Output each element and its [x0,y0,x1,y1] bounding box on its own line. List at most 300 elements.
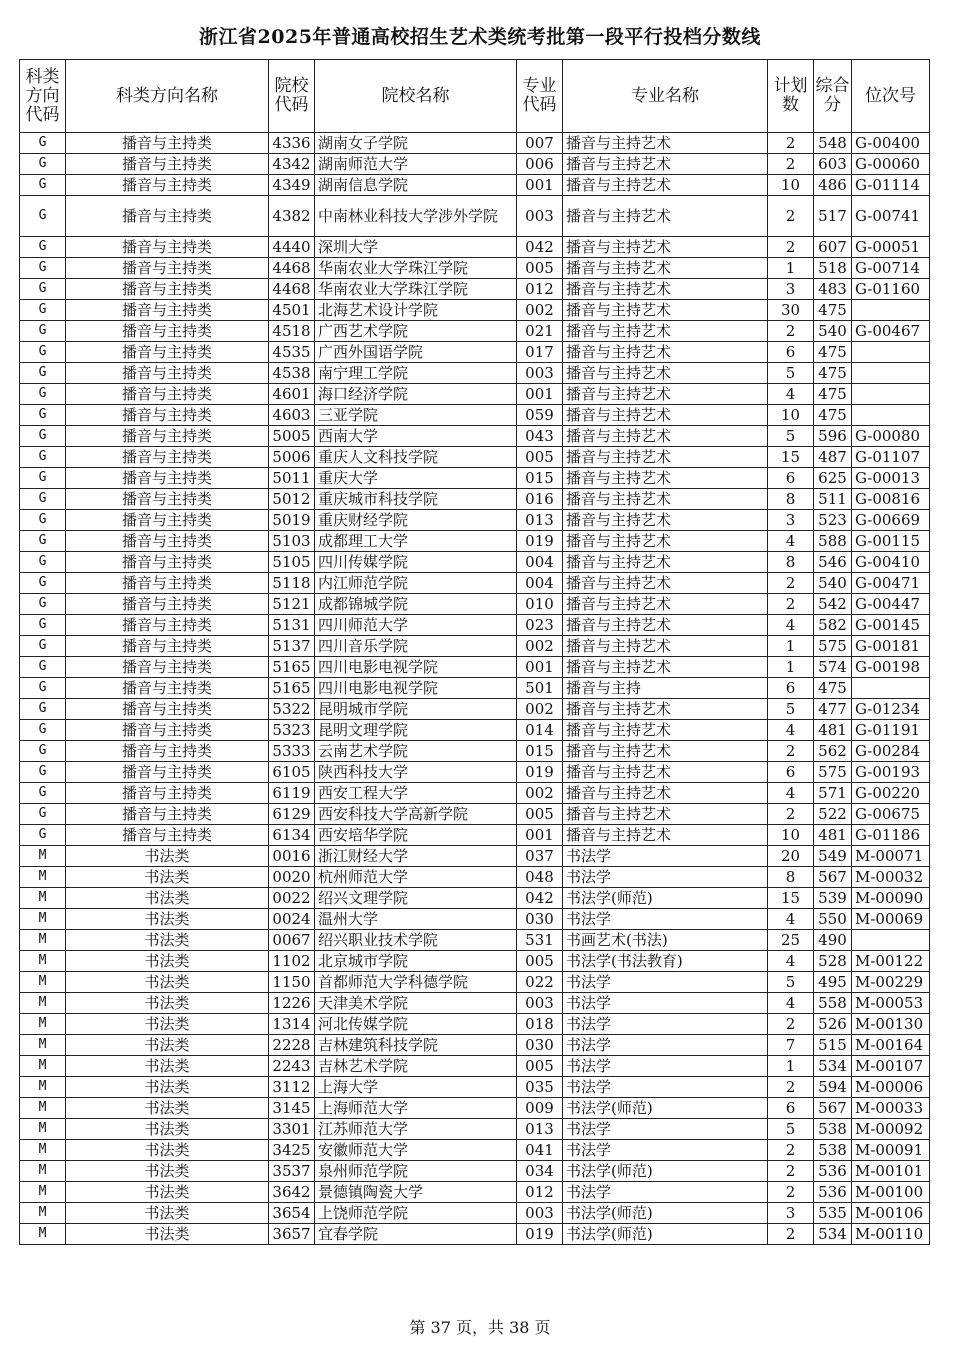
cell-major-name: 书法学 [563,1077,768,1098]
cell-major-code: 043 [517,426,563,447]
cell-score: 575 [814,636,852,657]
cell-major-code: 030 [517,909,563,930]
cell-rank: G-00471 [852,573,930,594]
cell-school-name: 北海艺术设计学院 [315,300,517,321]
cell-score: 540 [814,573,852,594]
cell-score: 490 [814,930,852,951]
cell-score: 538 [814,1119,852,1140]
header-score: 综合分 [814,60,852,133]
cell-school-code: 3654 [269,1203,315,1224]
cell-score: 528 [814,951,852,972]
cell-score: 575 [814,762,852,783]
cell-major-name: 播音与主持艺术 [563,510,768,531]
cell-cat-code: G [20,468,66,489]
cell-rank: M-00130 [852,1014,930,1035]
cell-major-name: 书法学 [563,867,768,888]
cell-cat-name: 书法类 [66,930,269,951]
cell-school-name: 首都师范大学科德学院 [315,972,517,993]
cell-cat-code: M [20,1035,66,1056]
table-row [20,300,930,321]
header-rank: 位次号 [852,60,930,133]
cell-major-code: 005 [517,951,563,972]
cell-cat-code: M [20,993,66,1014]
cell-major-name: 播音与主持艺术 [563,741,768,762]
cell-cat-name: 书法类 [66,1119,269,1140]
cell-major-code: 034 [517,1161,563,1182]
cell-plan: 2 [768,804,814,825]
cell-cat-name: 播音与主持类 [66,342,269,363]
cell-school-code: 2228 [269,1035,315,1056]
cell-school-code: 4538 [269,363,315,384]
cell-school-code: 6105 [269,762,315,783]
cell-school-name: 华南农业大学珠江学院 [315,279,517,300]
table-row [20,594,930,615]
cell-cat-code: M [20,888,66,909]
cell-major-code: 048 [517,867,563,888]
cell-school-code: 5103 [269,531,315,552]
cell-school-code: 4535 [269,342,315,363]
cell-rank: M-00106 [852,1203,930,1224]
cell-cat-name: 书法类 [66,1224,269,1245]
cell-cat-name: 播音与主持类 [66,678,269,699]
cell-school-name: 深圳大学 [315,237,517,258]
cell-score: 536 [814,1161,852,1182]
cell-major-name: 书法学 [563,1182,768,1203]
cell-school-code: 4349 [269,175,315,196]
cell-rank: M-00006 [852,1077,930,1098]
cell-school-code: 5019 [269,510,315,531]
cell-score: 475 [814,342,852,363]
cell-cat-code: M [20,1014,66,1035]
cell-plan: 20 [768,846,814,867]
cell-cat-code: M [20,1161,66,1182]
cell-school-code: 6134 [269,825,315,846]
cell-major-name: 书法学 [563,1119,768,1140]
page-title: 浙江省2025年普通高校招生艺术类统考批第一段平行投档分数线 [199,26,761,48]
cell-school-code: 4468 [269,279,315,300]
cell-score: 486 [814,175,852,196]
cell-major-name: 播音与主持艺术 [563,573,768,594]
cell-cat-code: G [20,363,66,384]
cell-school-code: 1150 [269,972,315,993]
cell-major-name: 书法学 [563,1056,768,1077]
table-row [20,867,930,888]
table-row [20,468,930,489]
cell-plan: 6 [768,678,814,699]
table-row [20,762,930,783]
cell-score: 546 [814,552,852,573]
table-row [20,678,930,699]
cell-rank: G-00193 [852,762,930,783]
cell-score: 574 [814,657,852,678]
cell-major-name: 播音与主持艺术 [563,175,768,196]
cell-major-code: 002 [517,783,563,804]
cell-rank: G-00447 [852,594,930,615]
cell-plan: 3 [768,1203,814,1224]
cell-plan: 6 [768,342,814,363]
cell-rank: G-00669 [852,510,930,531]
cell-score: 567 [814,1098,852,1119]
cell-plan: 2 [768,1224,814,1245]
cell-school-code: 5105 [269,552,315,573]
cell-rank: M-00091 [852,1140,930,1161]
cell-cat-name: 书法类 [66,1077,269,1098]
cell-school-code: 5118 [269,573,315,594]
cell-rank: G-01114 [852,175,930,196]
cell-school-name: 重庆人文科技学院 [315,447,517,468]
cell-cat-name: 播音与主持类 [66,636,269,657]
cell-major-name: 播音与主持艺术 [563,594,768,615]
cell-cat-code: G [20,384,66,405]
cell-school-code: 1314 [269,1014,315,1035]
cell-major-name: 播音与主持艺术 [563,762,768,783]
cell-score: 475 [814,300,852,321]
cell-cat-code: G [20,342,66,363]
cell-plan: 2 [768,321,814,342]
cell-major-code: 001 [517,384,563,405]
cell-major-name: 书法学(书法教育) [563,951,768,972]
cell-score: 540 [814,321,852,342]
cell-plan: 6 [768,762,814,783]
cell-major-name: 播音与主持艺术 [563,405,768,426]
cell-major-name: 书法学(师范) [563,1161,768,1182]
cell-major-code: 005 [517,804,563,825]
cell-cat-code: G [20,573,66,594]
table-body [20,133,930,1245]
cell-rank: G-00198 [852,657,930,678]
cell-score: 625 [814,468,852,489]
table-row [20,1203,930,1224]
cell-school-name: 重庆财经学院 [315,510,517,531]
table-row [20,175,930,196]
cell-plan: 15 [768,447,814,468]
cell-major-code: 042 [517,888,563,909]
cell-cat-name: 播音与主持类 [66,426,269,447]
cell-major-code: 005 [517,258,563,279]
cell-rank: G-00410 [852,552,930,573]
cell-plan: 1 [768,657,814,678]
table-row [20,1224,930,1245]
cell-cat-name: 播音与主持类 [66,279,269,300]
table-row [20,1161,930,1182]
cell-major-code: 003 [517,363,563,384]
cell-school-name: 天津美术学院 [315,993,517,1014]
cell-major-name: 播音与主持艺术 [563,384,768,405]
cell-school-code: 5131 [269,615,315,636]
cell-major-code: 015 [517,741,563,762]
header-plan: 计划数 [768,60,814,133]
cell-school-name: 内江师范学院 [315,573,517,594]
cell-cat-code: G [20,636,66,657]
cell-school-code: 5011 [269,468,315,489]
cell-major-code: 009 [517,1098,563,1119]
table-row [20,972,930,993]
cell-plan: 5 [768,1119,814,1140]
cell-plan: 4 [768,531,814,552]
cell-school-name: 上海大学 [315,1077,517,1098]
cell-cat-code: G [20,657,66,678]
cell-cat-code: G [20,762,66,783]
cell-cat-code: M [20,1056,66,1077]
cell-school-code: 4342 [269,154,315,175]
cell-cat-name: 书法类 [66,1098,269,1119]
cell-school-code: 0024 [269,909,315,930]
cell-plan: 10 [768,405,814,426]
cell-cat-code: G [20,699,66,720]
cell-plan: 8 [768,489,814,510]
cell-major-code: 022 [517,972,563,993]
cell-school-name: 陕西科技大学 [315,762,517,783]
cell-school-name: 成都理工大学 [315,531,517,552]
cell-score: 582 [814,615,852,636]
cell-major-name: 播音与主持艺术 [563,825,768,846]
cell-major-code: 005 [517,1056,563,1077]
cell-school-name: 四川音乐学院 [315,636,517,657]
cell-rank: G-00741 [852,196,930,237]
page-footer: 第 37 页，共 38 页 [409,1318,551,1337]
table-row [20,133,930,154]
cell-score: 596 [814,426,852,447]
cell-major-code: 005 [517,447,563,468]
cell-major-code: 006 [517,154,563,175]
cell-major-code: 002 [517,300,563,321]
cell-major-name: 播音与主持艺术 [563,489,768,510]
table-row [20,1077,930,1098]
cell-major-code: 017 [517,342,563,363]
cell-cat-code: M [20,909,66,930]
cell-cat-code: G [20,741,66,762]
cell-major-name: 书法学 [563,1014,768,1035]
cell-school-name: 上饶师范学院 [315,1203,517,1224]
cell-score: 536 [814,1182,852,1203]
cell-cat-name: 播音与主持类 [66,510,269,531]
cell-major-code: 012 [517,1182,563,1203]
cell-school-name: 海口经济学院 [315,384,517,405]
cell-score: 511 [814,489,852,510]
cell-cat-code: G [20,825,66,846]
cell-major-code: 041 [517,1140,563,1161]
cell-major-name: 播音与主持艺术 [563,363,768,384]
cell-school-code: 1102 [269,951,315,972]
table-header-row [20,60,930,133]
cell-rank: G-00181 [852,636,930,657]
cell-rank: G-00816 [852,489,930,510]
cell-major-name: 播音与主持艺术 [563,342,768,363]
table-row [20,699,930,720]
table-row [20,1098,930,1119]
cell-plan: 10 [768,825,814,846]
cell-cat-name: 书法类 [66,846,269,867]
table-row [20,531,930,552]
cell-score: 534 [814,1056,852,1077]
cell-school-name: 南宁理工学院 [315,363,517,384]
cell-school-code: 5006 [269,447,315,468]
table-row [20,825,930,846]
cell-school-code: 3537 [269,1161,315,1182]
cell-score: 567 [814,867,852,888]
cell-major-code: 018 [517,1014,563,1035]
cell-major-code: 012 [517,279,563,300]
cell-cat-name: 播音与主持类 [66,825,269,846]
cell-major-name: 播音与主持艺术 [563,615,768,636]
cell-plan: 1 [768,258,814,279]
cell-school-code: 3425 [269,1140,315,1161]
cell-plan: 1 [768,636,814,657]
cell-major-code: 002 [517,636,563,657]
cell-major-code: 042 [517,237,563,258]
cell-cat-code: G [20,258,66,279]
cell-major-name: 播音与主持艺术 [563,531,768,552]
cell-rank: M-00122 [852,951,930,972]
cell-major-name: 播音与主持艺术 [563,196,768,237]
cell-major-name: 播音与主持艺术 [563,468,768,489]
cell-major-name: 播音与主持艺术 [563,154,768,175]
cell-plan: 2 [768,573,814,594]
cell-cat-name: 书法类 [66,888,269,909]
table-row [20,636,930,657]
cell-score: 483 [814,279,852,300]
cell-rank [852,300,930,321]
cell-score: 571 [814,783,852,804]
cell-major-code: 037 [517,846,563,867]
cell-rank: G-00060 [852,154,930,175]
cell-school-name: 温州大学 [315,909,517,930]
cell-major-code: 035 [517,1077,563,1098]
cell-cat-name: 播音与主持类 [66,720,269,741]
cell-major-code: 016 [517,489,563,510]
cell-score: 518 [814,258,852,279]
table-row [20,720,930,741]
cell-score: 539 [814,888,852,909]
cell-rank: G-01107 [852,447,930,468]
cell-score: 523 [814,510,852,531]
header-school-code: 院校代码 [269,60,315,133]
cell-major-code: 001 [517,657,563,678]
cell-school-code: 4601 [269,384,315,405]
table-row [20,1182,930,1203]
cell-major-name: 书法学 [563,1140,768,1161]
table-row [20,447,930,468]
cell-school-name: 西安工程大学 [315,783,517,804]
cell-score: 481 [814,825,852,846]
cell-cat-code: G [20,405,66,426]
cell-plan: 15 [768,888,814,909]
cell-major-code: 021 [517,321,563,342]
cell-school-code: 4603 [269,405,315,426]
cell-plan: 10 [768,175,814,196]
cell-major-name: 书法学(师范) [563,1098,768,1119]
cell-major-code: 003 [517,196,563,237]
cell-rank: G-00145 [852,615,930,636]
cell-cat-name: 播音与主持类 [66,405,269,426]
cell-major-code: 531 [517,930,563,951]
cell-major-name: 播音与主持 [563,678,768,699]
cell-plan: 4 [768,615,814,636]
cell-major-code: 019 [517,762,563,783]
cell-school-code: 3145 [269,1098,315,1119]
cell-major-name: 播音与主持艺术 [563,321,768,342]
cell-major-name: 书法学 [563,1035,768,1056]
table-row [20,1056,930,1077]
cell-cat-code: G [20,594,66,615]
cell-rank: G-00051 [852,237,930,258]
cell-rank: G-00714 [852,258,930,279]
cell-major-name: 书法学(师范) [563,1224,768,1245]
cell-plan: 5 [768,699,814,720]
cell-plan: 4 [768,993,814,1014]
cell-cat-code: M [20,1140,66,1161]
cell-school-code: 5121 [269,594,315,615]
table-row [20,993,930,1014]
cell-rank: G-01234 [852,699,930,720]
cell-plan: 1 [768,1056,814,1077]
cell-rank: M-00090 [852,888,930,909]
cell-rank: G-00400 [852,133,930,154]
cell-plan: 3 [768,510,814,531]
cell-score: 515 [814,1035,852,1056]
cell-school-name: 安徽师范大学 [315,1140,517,1161]
cell-score: 538 [814,1140,852,1161]
table-row [20,405,930,426]
cell-school-name: 中南林业科技大学涉外学院 [315,196,517,237]
header-school-name: 院校名称 [315,60,517,133]
cell-rank [852,930,930,951]
cell-cat-name: 书法类 [66,1182,269,1203]
cell-plan: 8 [768,552,814,573]
cell-school-name: 三亚学院 [315,405,517,426]
table-row [20,258,930,279]
cell-major-name: 书法学(师范) [563,888,768,909]
cell-cat-code: G [20,783,66,804]
cell-score: 534 [814,1224,852,1245]
cell-cat-name: 播音与主持类 [66,762,269,783]
cell-cat-code: G [20,489,66,510]
cell-score: 475 [814,384,852,405]
cell-cat-code: G [20,552,66,573]
cell-school-name: 吉林艺术学院 [315,1056,517,1077]
cell-cat-name: 书法类 [66,951,269,972]
cell-cat-name: 播音与主持类 [66,741,269,762]
cell-major-code: 003 [517,1203,563,1224]
cell-plan: 2 [768,1161,814,1182]
table-row [20,279,930,300]
cell-rank [852,678,930,699]
cell-rank: G-00080 [852,426,930,447]
cell-cat-name: 播音与主持类 [66,447,269,468]
table-row [20,363,930,384]
cell-school-code: 4440 [269,237,315,258]
cell-school-name: 昆明城市学院 [315,699,517,720]
cell-cat-name: 播音与主持类 [66,154,269,175]
cell-school-code: 4336 [269,133,315,154]
cell-cat-name: 播音与主持类 [66,489,269,510]
cell-plan: 2 [768,154,814,175]
cell-school-name: 西南大学 [315,426,517,447]
cell-cat-name: 播音与主持类 [66,300,269,321]
cell-school-code: 5005 [269,426,315,447]
cell-cat-name: 播音与主持类 [66,573,269,594]
table-row [20,888,930,909]
cell-plan: 2 [768,741,814,762]
cell-rank: M-00110 [852,1224,930,1245]
cell-cat-name: 播音与主持类 [66,258,269,279]
cell-plan: 2 [768,1140,814,1161]
cell-plan: 2 [768,1182,814,1203]
cell-cat-code: G [20,279,66,300]
table-row [20,783,930,804]
cell-plan: 2 [768,594,814,615]
cell-score: 522 [814,804,852,825]
